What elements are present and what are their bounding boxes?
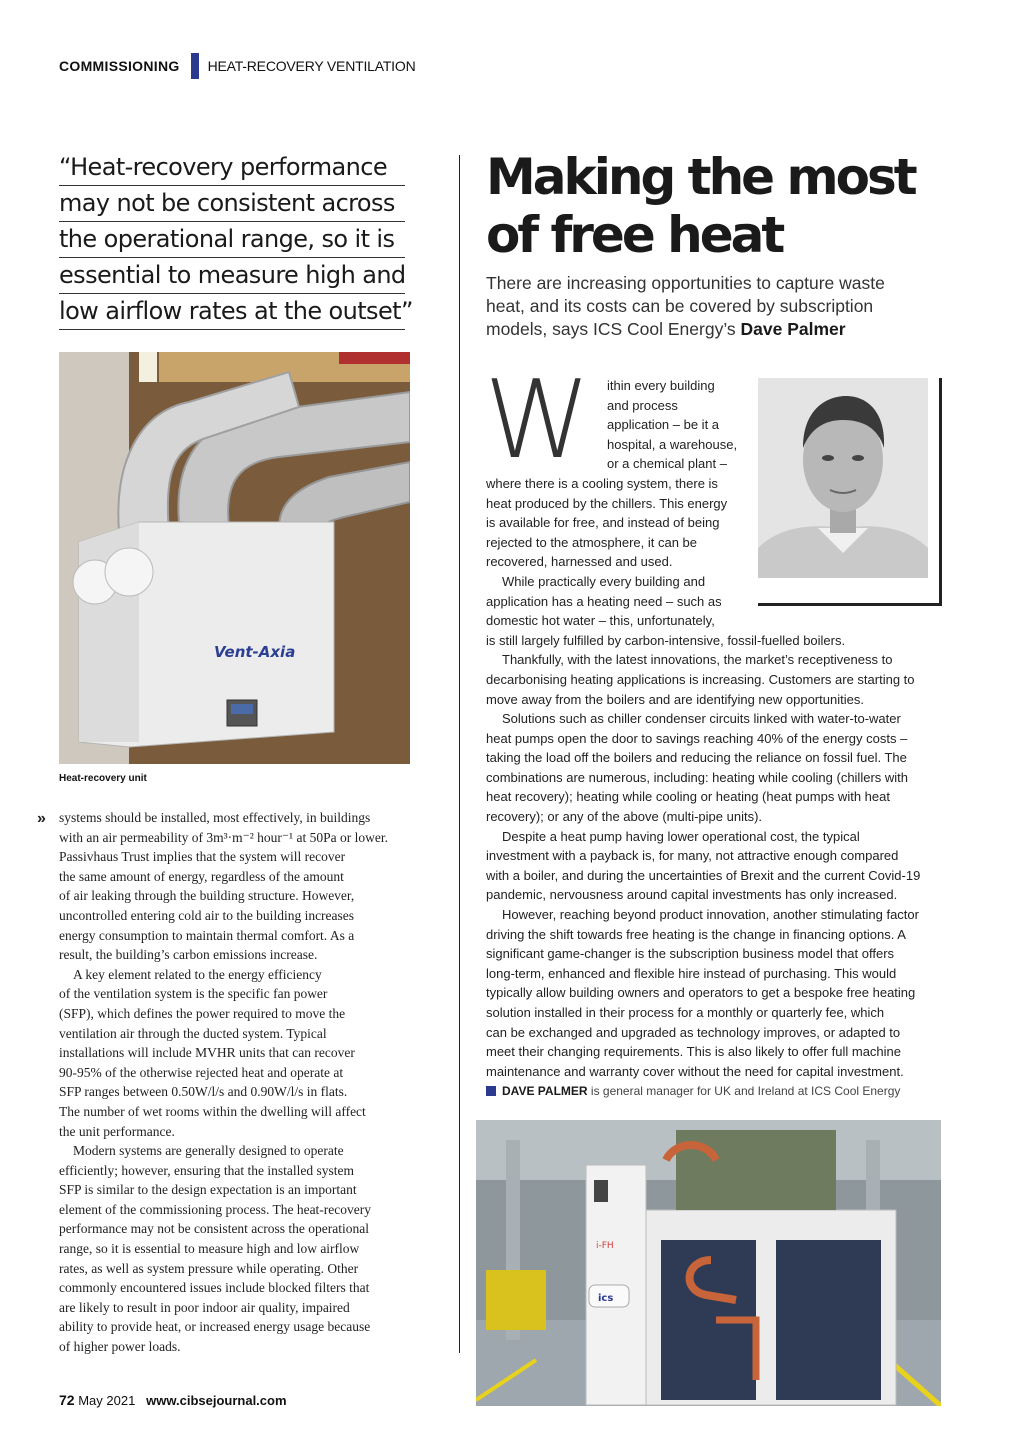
vent-axia-logo: Vent-Axia [214,643,296,661]
body-line: Passivhaus Trust implies that the system will recover [59,849,346,865]
bio-marker-icon [486,1086,496,1096]
body-line: systems should be installed, most effectively, in buildings [59,810,371,825]
pull-quote-line: essential to measure high and [59,258,405,294]
body-line: typically allow building owners and operators to get a bespoke free heating [486,985,916,1001]
body-line: or a chemical plant – [607,456,727,472]
body-line: pandemic, nervousness around capital investments has only increased. [486,887,898,903]
body-line: and process [607,397,678,413]
author-name: Dave Palmer [740,319,846,339]
body-line: A key element related to the energy efficiency [73,966,322,982]
ics-badge: ics [598,1293,614,1304]
body-line: ability to provide heat, or increased energy usage because [59,1319,371,1335]
pull-quote-line: the operational range, so it is [59,222,405,258]
standfirst [486,272,941,341]
body-line: where there is a cooling system, there is [486,475,718,491]
standfirst-line [486,318,941,341]
header-divider [191,53,199,79]
body-line: result, the building’s carbon emissions increase. [59,947,318,963]
pull-quote-line: “Heat-recovery performance [59,150,405,186]
headline-line: of free heat [486,206,783,264]
body-line: of higher power loads. [59,1339,181,1355]
body-line: heat recovery); heating while cooling or heating (heat pumps with heat [486,789,890,805]
body-line: Modern systems are generally designed to operate [73,1143,344,1159]
heat-recovery-unit-photo [59,352,410,764]
body-line: heat pumps open the door to savings reaching 40% of the energy costs – [486,730,908,746]
body-line: of the ventilation system is the specific fan power [59,986,328,1002]
body-line: element of the commissioning process. The heat-recovery [59,1201,372,1217]
body-line: application has a heating need – such as [486,593,722,609]
body-line: rejected to the atmosphere, it can be [486,534,698,550]
page-footer [59,1392,287,1408]
photo-caption: Heat-recovery unit [59,773,147,784]
body-line: range, so it is essential to measure high and low airflow [59,1241,360,1257]
body-line: domestic hot water – this, unfortunately, [486,613,715,629]
body-line: move away from the boilers and are identifying new opportunities. [486,691,864,707]
running-header [59,52,415,80]
body-line: maintenance and warranty cover without the need for capital investment. [486,1063,904,1079]
article-body [486,376,946,1081]
issue-date: May 2021 [78,1393,136,1408]
left-column-body [59,808,409,1357]
standfirst-line: There are increasing opportunities to capture waste [486,273,885,293]
bio-name: DAVE PALMER [502,1084,588,1098]
body-line: efficiently; however, ensuring that the installed system [59,1162,355,1178]
body-line: the same amount of energy, regardless of the amount [59,868,344,884]
body-line: Solutions such as chiller condenser circuits linked with water-to-water [502,711,901,727]
body-line: Thankfully, with the latest innovations, the market’s receptiveness to [502,652,893,668]
body-line: Despite a heat pump having lower operational cost, the typical [502,828,860,844]
bio-text: is general manager for UK and Ireland at ICS Cool Energy [590,1084,901,1098]
section-label: COMMISSIONING [59,58,180,74]
pull-quote-line: low airflow rates at the outset” [59,294,405,330]
body-line: heat produced by the chillers. This energy [486,495,728,511]
body-line: commonly encountered issues include blocked filters that [59,1280,370,1296]
body-line: with an air permeability of 3m³·m⁻² hour⁻¹ at 50Pa or lower. [59,829,388,845]
body-line: solution installed in their process for a monthly or quarterly fee, which [486,1005,885,1020]
body-line: energy consumption to maintain thermal comfort. As a [59,927,355,943]
body-line: SFP ranges between 0.50W/l/s and 0.90W/l/s in flats. [59,1084,348,1100]
body-line: While practically every building and [502,573,706,589]
journal-url: www.cibsejournal.com [146,1393,287,1408]
author-bio [486,1084,900,1098]
body-line: SFP is similar to the design expectation is an important [59,1182,357,1198]
pull-quote [59,150,413,330]
body-line: uncontrolled entering cold air to the building increases [59,907,355,923]
body-line: significant game-changer is the subscription business model that offers [486,946,895,962]
drop-cap: W [484,358,591,483]
body-line: driving the shift towards free heating is the change in financing options. A [486,926,906,942]
body-line: taking the load off the boilers and reducing the reliance on fossil fuel. The [486,750,907,766]
body-line: recovery); or any of the above (multi-pipe units). [486,809,763,825]
body-line: can be exchanged and upgraded as technology improves, or adapted to [486,1024,901,1040]
body-line: 90-95% of the otherwise rejected heat and operate at [59,1064,344,1080]
subsection-label: HEAT-RECOVERY VENTILATION [207,58,416,74]
body-line: ithin every building [607,378,715,393]
body-line: rates, as well as system pressure while operating. Other [59,1260,359,1276]
standfirst-line: heat, and its costs can be covered by subscription [486,296,874,316]
body-line: of air leaking through the building structure. However, [59,888,355,904]
body-line: meet their changing requirements. This is also likely to offer full machine [486,1044,901,1060]
body-line: However, reaching beyond product innovation, another stimulating factor [502,907,919,923]
continuation-arrow-icon: » [37,810,46,827]
body-line: investment with a payback is, for many, not attractive enough compared [486,848,899,864]
body-line: decarbonising heating applications is increasing. Customers are starting to [486,671,915,687]
body-line: application – be it a [607,417,720,433]
body-line: long-term, enhanced and flexible hire instead of purchasing. This would [486,965,897,981]
ifh-label: i-FH [596,1241,614,1251]
body-line: ventilation air through the ducted system. Typical [59,1025,327,1041]
body-line: are likely to result in poor indoor air quality, impaired [59,1299,350,1315]
body-line: hospital, a warehouse, [607,436,738,452]
headline [486,148,946,264]
chiller-unit-photo [476,1120,941,1406]
body-line: performance may not be consistent across the operational [59,1221,370,1237]
body-line: installations will include MVHR units that can recover [59,1045,355,1061]
page-number: 72 [59,1392,75,1408]
body-line: recovered, harnessed and used. [486,554,673,570]
body-line: is still largely fulfilled by carbon-intensive, fossil-fuelled boilers. [486,632,846,648]
headline-line: Making the most [486,148,915,206]
column-divider [459,155,460,1353]
body-line: the unit performance. [59,1123,175,1139]
standfirst-text: models, says ICS Cool Energy’s [486,319,736,339]
body-line: combinations are numerous, including: heating while cooling (chillers with [486,769,908,785]
body-line: with a boiler, and during the uncertainties of Brexit and the current Covid-19 [486,867,921,883]
pull-quote-line: may not be consistent across [59,186,405,222]
body-line: is available for free, and instead of being [486,515,720,531]
body-line: The number of wet rooms within the dwelling will affect [59,1103,366,1119]
body-line: (SFP), which defines the power required to move the [59,1005,346,1021]
